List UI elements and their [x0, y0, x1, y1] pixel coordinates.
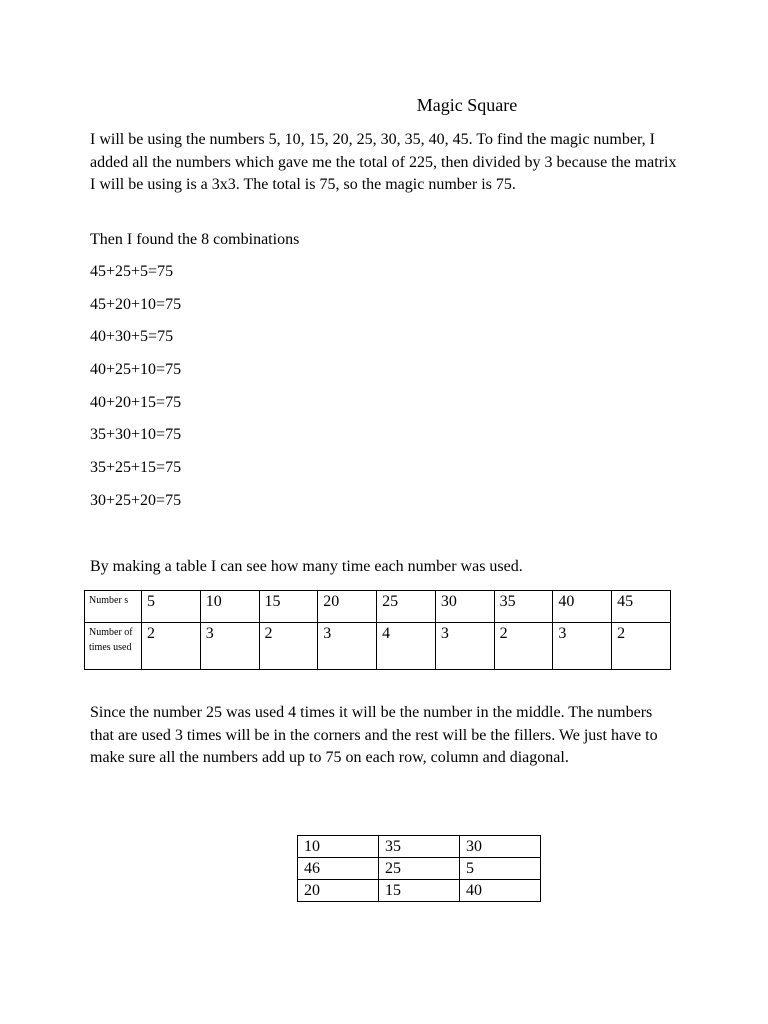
- table-row: [85, 591, 671, 623]
- table-cell: 2: [142, 623, 201, 670]
- table-cell: 46: [298, 858, 379, 880]
- table-cell: 30: [435, 591, 494, 623]
- magic-square-table: [297, 835, 541, 902]
- table-cell: 3: [435, 623, 494, 670]
- combination-item: 45+25+5=75: [90, 263, 174, 280]
- table-cell: 45: [612, 591, 671, 623]
- table-cell: 3: [318, 623, 377, 670]
- combination-item: 35+25+15=75: [90, 459, 182, 477]
- combination-item: 35+30+10=75: [90, 426, 182, 444]
- table-cell: 40: [460, 880, 541, 902]
- table-cell: 40: [553, 591, 612, 623]
- table-cell: 5: [460, 858, 541, 880]
- combinations-list: [90, 261, 181, 523]
- conclusion-paragraph: Since the number 25 was used 4 times it will be the number in the middle. The numbers that are used 3 times will be in the corners and the rest will be the fillers. We just have to make sure all the numbers add up to 75 on each row, column and diagonal.: [90, 704, 658, 766]
- table-cell: 2: [259, 623, 318, 670]
- table-cell: 25: [377, 591, 436, 623]
- intro-paragraph: I will be using the numbers 5, 10, 15, 20, 25, 30, 35, 40, 45. To find the magic number, I added all the numbers which gave me the total of 225, then divided by 3 because the matrix I will be using is a 3x3. The total is 75, so the magic number is 75.: [90, 131, 677, 193]
- table-cell: 3: [553, 623, 612, 670]
- table-cell: 15: [259, 591, 318, 623]
- combinations-intro: Then I found the 8 combinations: [90, 231, 300, 248]
- table-cell: 5: [142, 591, 201, 623]
- row-header-numbers: Number s: [85, 591, 142, 623]
- table-cell: 2: [494, 623, 553, 670]
- page-title: Magic Square: [416, 95, 518, 115]
- table-row: [298, 880, 541, 902]
- combination-item: 40+30+5=75: [90, 328, 174, 346]
- combination-item: 30+25+20=75: [90, 491, 182, 509]
- table-cell: 10: [200, 591, 259, 623]
- table-cell: 2: [612, 623, 671, 670]
- table-cell: 35: [494, 591, 553, 623]
- combination-item: 40+25+10=75: [90, 361, 182, 379]
- table-row: [298, 858, 541, 880]
- table-cell: 10: [298, 836, 379, 858]
- table-row: [85, 623, 671, 670]
- table-cell: 3: [200, 623, 259, 670]
- table-intro: By making a table I can see how many time each number was used.: [90, 558, 523, 575]
- table-cell: 4: [377, 623, 436, 670]
- table-cell: 15: [379, 880, 460, 902]
- combination-item: 45+20+10=75: [90, 295, 182, 313]
- table-row: [298, 836, 541, 858]
- usage-count-table: [84, 590, 671, 670]
- table-cell: 30: [460, 836, 541, 858]
- row-header-times-used: Number of times used: [85, 623, 142, 670]
- table-cell: 20: [318, 591, 377, 623]
- table-cell: 20: [298, 880, 379, 902]
- table-cell: 35: [379, 836, 460, 858]
- table-cell: 25: [379, 858, 460, 880]
- combination-item: 40+20+15=75: [90, 393, 182, 411]
